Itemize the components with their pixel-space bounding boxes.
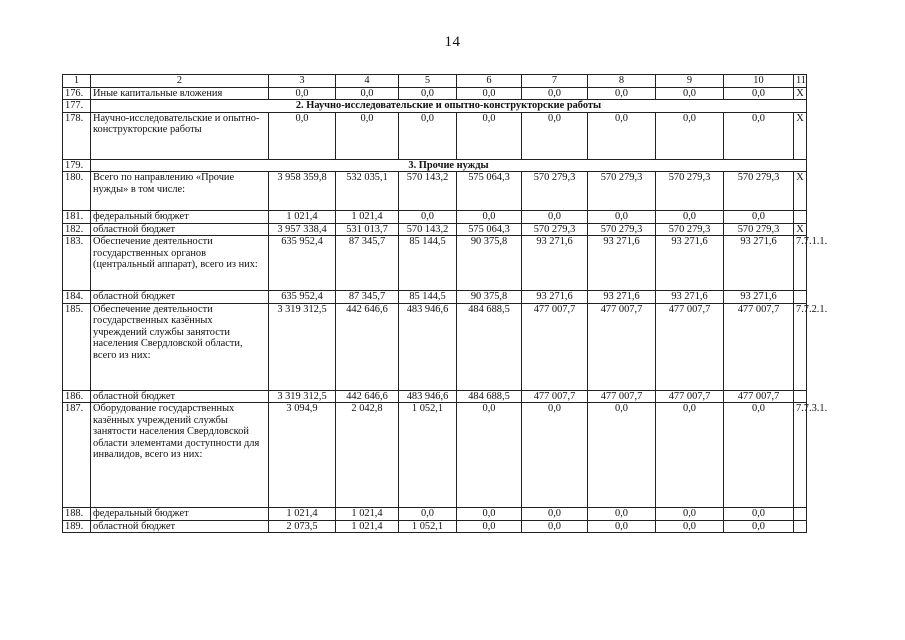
row-number: 186. <box>63 390 91 403</box>
value-cell: 635 952,4 <box>269 291 336 304</box>
target-code <box>794 508 807 521</box>
target-code: 7.7.2.1. <box>794 303 807 390</box>
row-label: областной бюджет <box>91 520 269 533</box>
header-cell: 9 <box>656 75 724 88</box>
value-cell: 477 007,7 <box>522 390 588 403</box>
value-cell: 570 279,3 <box>724 223 794 236</box>
row-number: 178. <box>63 112 91 159</box>
value-cell: 0,0 <box>522 211 588 224</box>
row-label: Обеспечение деятельности государственных органов (центральный аппарат), всего из них: <box>91 236 269 291</box>
value-cell: 0,0 <box>457 520 522 533</box>
value-cell: 0,0 <box>399 112 457 159</box>
section-title: 3. Прочие нужды <box>91 159 807 172</box>
row-number: 188. <box>63 508 91 521</box>
value-cell: 0,0 <box>724 508 794 521</box>
header-cell: 1 <box>63 75 91 88</box>
target-code <box>794 291 807 304</box>
table-row <box>63 291 807 304</box>
value-cell: 477 007,7 <box>522 303 588 390</box>
value-cell: 570 279,3 <box>588 223 656 236</box>
row-label: Иные капитальные вложения <box>91 87 269 100</box>
value-cell: 570 279,3 <box>522 172 588 211</box>
value-cell: 3 957 338,4 <box>269 223 336 236</box>
header-cell: 2 <box>91 75 269 88</box>
value-cell: 483 946,6 <box>399 303 457 390</box>
table-row <box>63 112 807 159</box>
target-code: Х <box>794 87 807 100</box>
table-row <box>63 508 807 521</box>
section-row <box>63 159 807 172</box>
value-cell: 0,0 <box>588 403 656 508</box>
value-cell: 635 952,4 <box>269 236 336 291</box>
value-cell: 575 064,3 <box>457 172 522 211</box>
value-cell: 0,0 <box>724 520 794 533</box>
value-cell: 484 688,5 <box>457 303 522 390</box>
value-cell: 87 345,7 <box>336 291 399 304</box>
value-cell: 85 144,5 <box>399 236 457 291</box>
row-number: 187. <box>63 403 91 508</box>
value-cell: 0,0 <box>336 87 399 100</box>
value-cell: 1 021,4 <box>336 211 399 224</box>
value-cell: 442 646,6 <box>336 303 399 390</box>
value-cell: 570 279,3 <box>724 172 794 211</box>
value-cell: 1 021,4 <box>336 508 399 521</box>
target-code: Х <box>794 112 807 159</box>
value-cell: 1 052,1 <box>399 403 457 508</box>
row-label: Обеспечение деятельности государственных казённых учреждений службы занятости населения Свердловской области, всего из них: <box>91 303 269 390</box>
value-cell: 1 052,1 <box>399 520 457 533</box>
value-cell: 0,0 <box>522 520 588 533</box>
value-cell: 0,0 <box>457 403 522 508</box>
row-label: областной бюджет <box>91 291 269 304</box>
value-cell: 477 007,7 <box>588 390 656 403</box>
value-cell: 85 144,5 <box>399 291 457 304</box>
value-cell: 2 073,5 <box>269 520 336 533</box>
value-cell: 0,0 <box>399 87 457 100</box>
header-cell: 8 <box>588 75 656 88</box>
value-cell: 477 007,7 <box>656 390 724 403</box>
value-cell: 477 007,7 <box>588 303 656 390</box>
row-label: Всего по направлению «Прочие нужды» в том числе: <box>91 172 269 211</box>
row-label: Научно-исследовательские и опытно-конструкторские работы <box>91 112 269 159</box>
row-number: 176. <box>63 87 91 100</box>
table-row <box>63 390 807 403</box>
value-cell: 93 271,6 <box>724 291 794 304</box>
value-cell: 93 271,6 <box>656 236 724 291</box>
value-cell: 0,0 <box>269 87 336 100</box>
target-code: 7.7.3.1. <box>794 403 807 508</box>
value-cell: 87 345,7 <box>336 236 399 291</box>
row-label: областной бюджет <box>91 223 269 236</box>
header-cell: 10 <box>724 75 794 88</box>
target-code: Х <box>794 223 807 236</box>
value-cell: 0,0 <box>656 112 724 159</box>
target-code <box>794 520 807 533</box>
value-cell: 0,0 <box>457 211 522 224</box>
budget-table <box>62 74 828 533</box>
value-cell: 90 375,8 <box>457 291 522 304</box>
header-row <box>63 75 807 88</box>
value-cell: 93 271,6 <box>588 236 656 291</box>
row-number: 189. <box>63 520 91 533</box>
value-cell: 0,0 <box>724 87 794 100</box>
row-number: 183. <box>63 236 91 291</box>
value-cell: 0,0 <box>522 112 588 159</box>
value-cell: 0,0 <box>656 403 724 508</box>
table-row <box>63 303 807 390</box>
value-cell: 0,0 <box>399 508 457 521</box>
value-cell: 0,0 <box>457 112 522 159</box>
value-cell: 442 646,6 <box>336 390 399 403</box>
value-cell: 0,0 <box>656 520 724 533</box>
value-cell: 93 271,6 <box>522 291 588 304</box>
table-row <box>63 223 807 236</box>
value-cell: 483 946,6 <box>399 390 457 403</box>
row-number: 180. <box>63 172 91 211</box>
value-cell: 575 064,3 <box>457 223 522 236</box>
row-number: 185. <box>63 303 91 390</box>
section-row <box>63 100 807 113</box>
value-cell: 0,0 <box>399 211 457 224</box>
row-label: областной бюджет <box>91 390 269 403</box>
row-label: Оборудование государственных казённых учреждений службы занятости населения Свердловской области элементами доступности для инвалидов, всего из них: <box>91 403 269 508</box>
value-cell: 3 319 312,5 <box>269 303 336 390</box>
value-cell: 570 143,2 <box>399 223 457 236</box>
value-cell: 0,0 <box>724 403 794 508</box>
row-number: 181. <box>63 211 91 224</box>
table-row <box>63 211 807 224</box>
value-cell: 2 042,8 <box>336 403 399 508</box>
value-cell: 3 958 359,8 <box>269 172 336 211</box>
value-cell: 0,0 <box>457 508 522 521</box>
value-cell: 1 021,4 <box>269 211 336 224</box>
value-cell: 93 271,6 <box>588 291 656 304</box>
value-cell: 477 007,7 <box>724 303 794 390</box>
header-cell: 11 <box>794 75 807 88</box>
value-cell: 0,0 <box>457 87 522 100</box>
value-cell: 0,0 <box>588 211 656 224</box>
table-row <box>63 520 807 533</box>
page-number: 14 <box>444 34 461 50</box>
row-number: 177. <box>63 100 91 113</box>
value-cell: 0,0 <box>656 87 724 100</box>
value-cell: 532 035,1 <box>336 172 399 211</box>
header-cell: 6 <box>457 75 522 88</box>
value-cell: 0,0 <box>724 112 794 159</box>
value-cell: 1 021,4 <box>269 508 336 521</box>
target-code: Х <box>794 172 807 211</box>
table-row <box>63 87 807 100</box>
value-cell: 93 271,6 <box>724 236 794 291</box>
target-code: 7.7.1.1. <box>794 236 807 291</box>
value-cell: 0,0 <box>336 112 399 159</box>
value-cell: 3 094,9 <box>269 403 336 508</box>
value-cell: 0,0 <box>588 520 656 533</box>
value-cell: 0,0 <box>588 112 656 159</box>
value-cell: 0,0 <box>522 508 588 521</box>
row-label: федеральный бюджет <box>91 508 269 521</box>
value-cell: 0,0 <box>724 211 794 224</box>
value-cell: 0,0 <box>588 87 656 100</box>
table-row <box>63 236 807 291</box>
header-cell: 7 <box>522 75 588 88</box>
row-number: 179. <box>63 159 91 172</box>
value-cell: 3 319 312,5 <box>269 390 336 403</box>
target-code <box>794 390 807 403</box>
value-cell: 477 007,7 <box>656 303 724 390</box>
value-cell: 90 375,8 <box>457 236 522 291</box>
target-code <box>794 211 807 224</box>
table-row <box>63 172 807 211</box>
value-cell: 484 688,5 <box>457 390 522 403</box>
value-cell: 0,0 <box>656 508 724 521</box>
value-cell: 0,0 <box>522 87 588 100</box>
value-cell: 570 279,3 <box>588 172 656 211</box>
value-cell: 0,0 <box>588 508 656 521</box>
value-cell: 570 279,3 <box>656 172 724 211</box>
value-cell: 570 279,3 <box>522 223 588 236</box>
table-row <box>63 403 807 508</box>
header-cell: 3 <box>269 75 336 88</box>
header-cell: 5 <box>399 75 457 88</box>
value-cell: 0,0 <box>656 211 724 224</box>
row-label: федеральный бюджет <box>91 211 269 224</box>
value-cell: 93 271,6 <box>522 236 588 291</box>
value-cell: 1 021,4 <box>336 520 399 533</box>
value-cell: 570 143,2 <box>399 172 457 211</box>
value-cell: 93 271,6 <box>656 291 724 304</box>
section-title: 2. Научно-исследовательские и опытно-конструкторские работы <box>91 100 807 113</box>
value-cell: 570 279,3 <box>656 223 724 236</box>
row-number: 184. <box>63 291 91 304</box>
header-cell: 4 <box>336 75 399 88</box>
value-cell: 531 013,7 <box>336 223 399 236</box>
row-number: 182. <box>63 223 91 236</box>
value-cell: 0,0 <box>269 112 336 159</box>
value-cell: 0,0 <box>522 403 588 508</box>
value-cell: 477 007,7 <box>724 390 794 403</box>
